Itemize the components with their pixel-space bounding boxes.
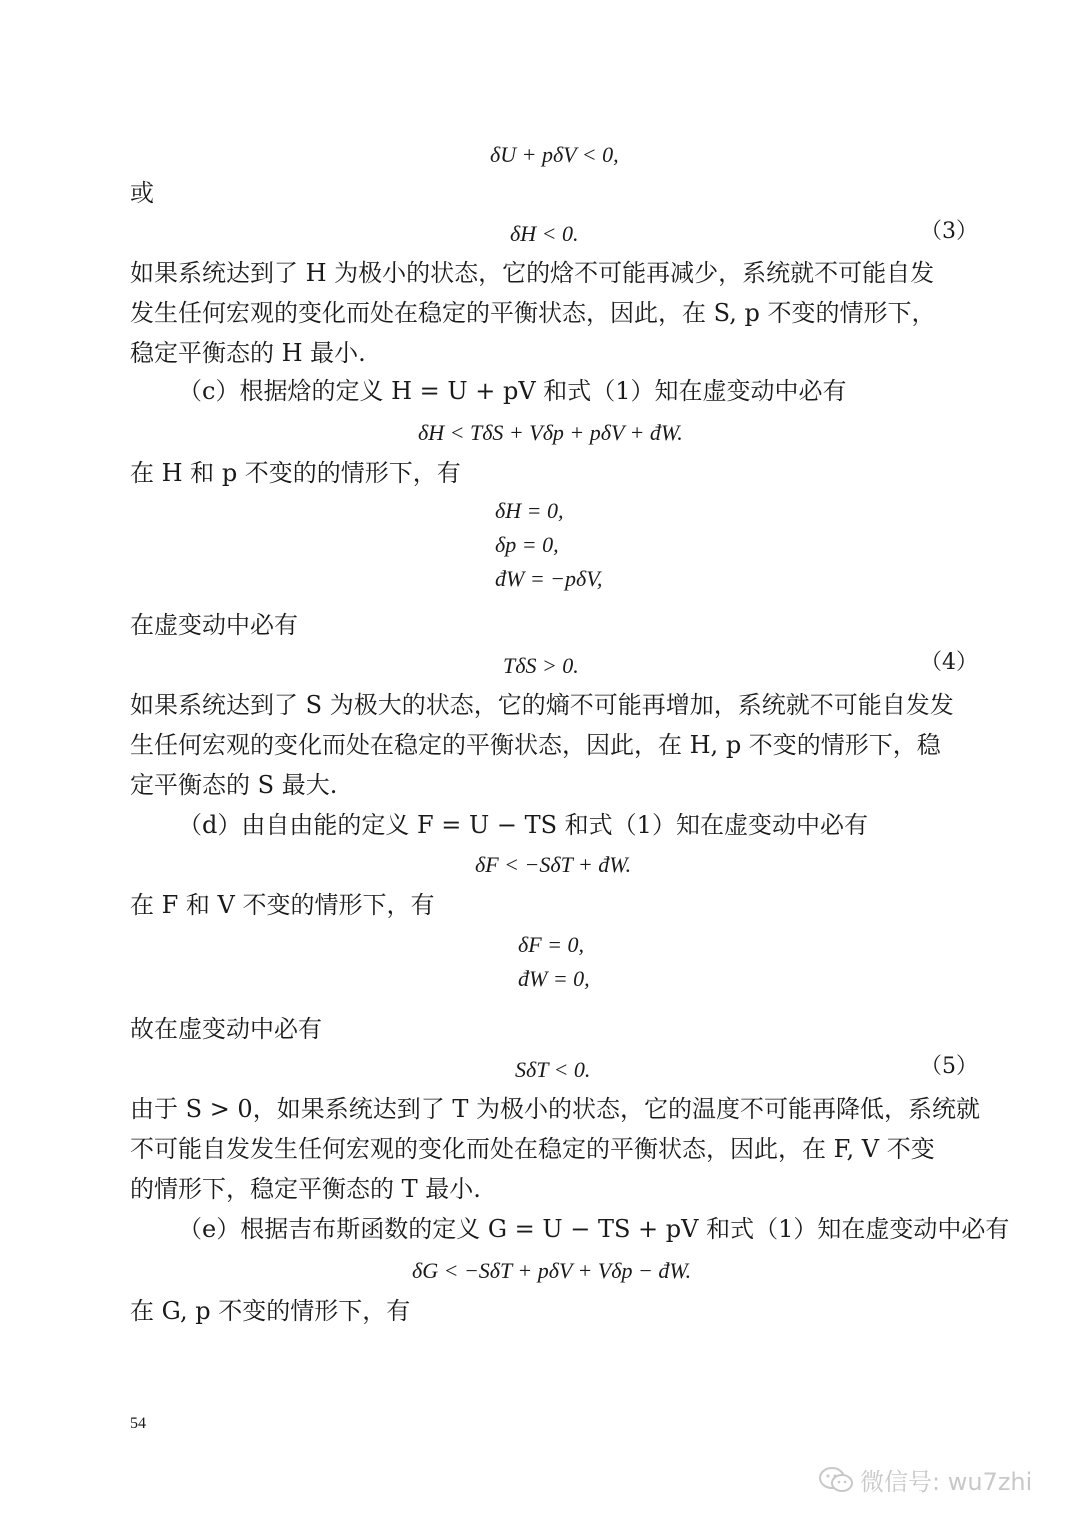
text-line: 不可能自发发生任何宏观的变化而处在稳定的平衡状态，因此，在 F, V 不变 (130, 1135, 935, 1163)
text-line: 在 G, p 不变的情形下，有 (130, 1297, 411, 1325)
watermark-text: 微信号: wu7zhi (860, 1468, 1033, 1496)
equation: δG < −SδT + pδV + Vδp − đW. (412, 1258, 692, 1283)
equation: δH < 0. (510, 221, 579, 246)
text-line: 由于 S > 0，如果系统达到了 T 为极小的状态，它的温度不可能再降低，系统就 (130, 1095, 980, 1123)
text-line: 生任何宏观的变化而处在稳定的平衡状态，因此，在 H, p 不变的情形下，稳 (130, 731, 941, 759)
equation-number: （5） (920, 1054, 978, 1079)
equation: δU + pδV < 0, (490, 142, 619, 167)
text-line: （e）根据吉布斯函数的定义 G = U − TS + pV 和式（1）知在虚变动中必有 (178, 1215, 1010, 1243)
text-line: 或 (130, 179, 154, 207)
text-line: 在 F 和 V 不变的情形下，有 (130, 891, 435, 919)
text-line: 如果系统达到了 H 为极小的状态，它的焓不可能再减少，系统就不可能自发 (130, 259, 935, 287)
text-line: 在 H 和 p 不变的的情形下，有 (130, 459, 461, 487)
equation: đW = −pδV, (495, 566, 603, 591)
text-line: 在虚变动中必有 (130, 611, 298, 639)
equation: δH = 0, (495, 498, 564, 523)
equation: δp = 0, (495, 532, 559, 557)
wechat-icon (818, 1466, 854, 1494)
equation: SδT < 0. (515, 1057, 591, 1082)
page-number: 54 (130, 1415, 146, 1432)
text-line: 如果系统达到了 S 为极大的状态，它的熵不可能再增加，系统就不可能自发发 (130, 691, 954, 719)
watermark (818, 1462, 1032, 1497)
equation: TδS > 0. (503, 653, 579, 678)
equation: δH < TδS + Vδp + pδV + đW. (418, 420, 683, 445)
equation: δF < −SδT + đW. (475, 852, 632, 877)
text-line: （c）根据焓的定义 H = U + pV 和式（1）知在虚变动中必有 (178, 377, 847, 405)
text-line: 稳定平衡态的 H 最小. (130, 339, 366, 367)
text-line: 发生任何宏观的变化而处在稳定的平衡状态，因此，在 S, p 不变的情形下， (130, 299, 936, 327)
equation-number: （3） (920, 219, 978, 244)
text-line: 故在虚变动中必有 (130, 1015, 322, 1043)
equation: đW = 0, (518, 966, 590, 991)
equation-number: （4） (920, 650, 978, 675)
equation: δF = 0, (518, 932, 585, 957)
text-line: 定平衡态的 S 最大. (130, 771, 338, 799)
text-line: 的情形下，稳定平衡态的 T 最小. (130, 1175, 481, 1203)
text-line: （d）由自由能的定义 F = U − TS 和式（1）知在虚变动中必有 (178, 811, 868, 839)
